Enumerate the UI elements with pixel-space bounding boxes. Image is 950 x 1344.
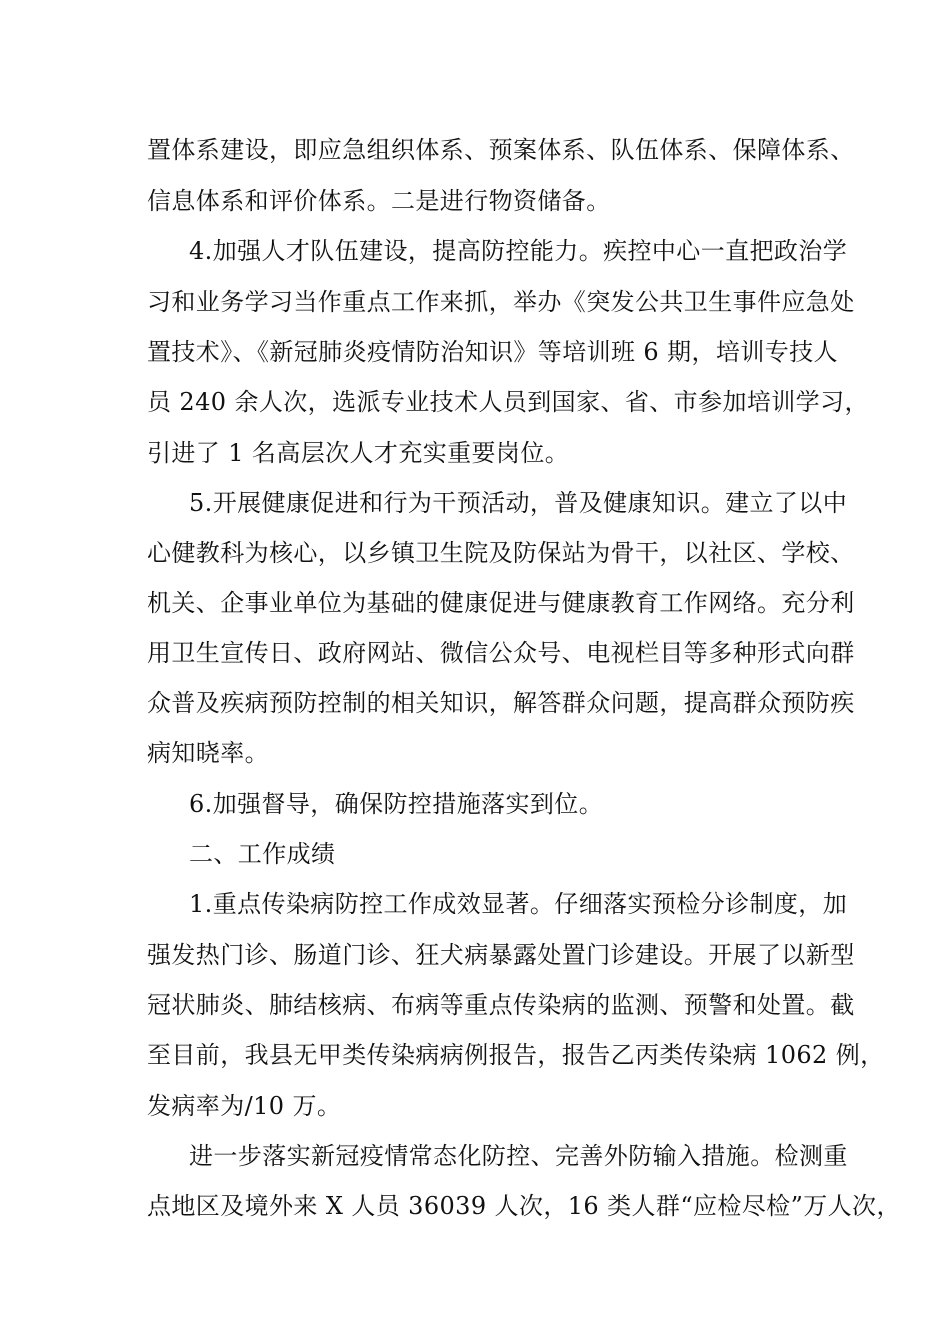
- text-line: 置技术》、《新冠肺炎疫情防治知识》等培训班 6 期，培训专技人: [147, 338, 838, 366]
- text-line: 置体系建设，即应急组织体系、预案体系、队伍体系、保障体系、: [147, 136, 855, 164]
- text-line: 至目前，我县无甲类传染病病例报告，报告乙丙类传染病 1062 例，: [147, 1041, 885, 1069]
- text-line: 1.重点传染病防控工作成效显著。仔细落实预检分诊制度，加: [189, 890, 848, 918]
- text-line: 员 240 余人次，选派专业技术人员到国家、省、市参加培训学习，: [147, 388, 869, 416]
- text-line: 病知晓率。: [147, 739, 269, 767]
- text-line: 引进了 1 名高层次人才充实重要岗位。: [147, 439, 570, 467]
- text-line: 4.加强人才队伍建设，提高防控能力。疾控中心一直把政治学: [189, 237, 848, 265]
- text-line: 强发热门诊、肠道门诊、狂犬病暴露处置门诊建设。开展了以新型: [147, 941, 855, 969]
- text-line: 发病率为/10 万。: [147, 1092, 342, 1120]
- text-line: 用卫生宣传日、政府网站、微信公众号、电视栏目等多种形式向群: [147, 639, 855, 667]
- text-line: 心健教科为核心，以乡镇卫生院及防保站为骨干，以社区、学校、: [147, 539, 855, 567]
- text-line: 点地区及境外来 X 人员 36039 人次，16 类人群“应检尽检”万人次，: [147, 1192, 901, 1220]
- text-line: 机关、企事业单位为基础的健康促进与健康教育工作网络。充分利: [147, 589, 855, 617]
- text-line: 冠状肺炎、肺结核病、布病等重点传染病的监测、预警和处置。截: [147, 991, 855, 1019]
- text-line: 信息体系和评价体系。二是进行物资储备。: [147, 187, 611, 215]
- text-line: 5.开展健康促进和行为干预活动，普及健康知识。建立了以中: [189, 489, 848, 517]
- text-line: 习和业务学习当作重点工作来抓，举办《突发公共卫生事件应急处: [147, 288, 855, 316]
- text-line: 众普及疾病预防控制的相关知识，解答群众问题，提高群众预防疾: [147, 689, 855, 717]
- section-heading: 二、工作成绩: [189, 840, 336, 868]
- text-line: 6.加强督导，确保防控措施落实到位。: [189, 790, 604, 818]
- text-line: 进一步落实新冠疫情常态化防控、完善外防输入措施。检测重: [189, 1142, 848, 1170]
